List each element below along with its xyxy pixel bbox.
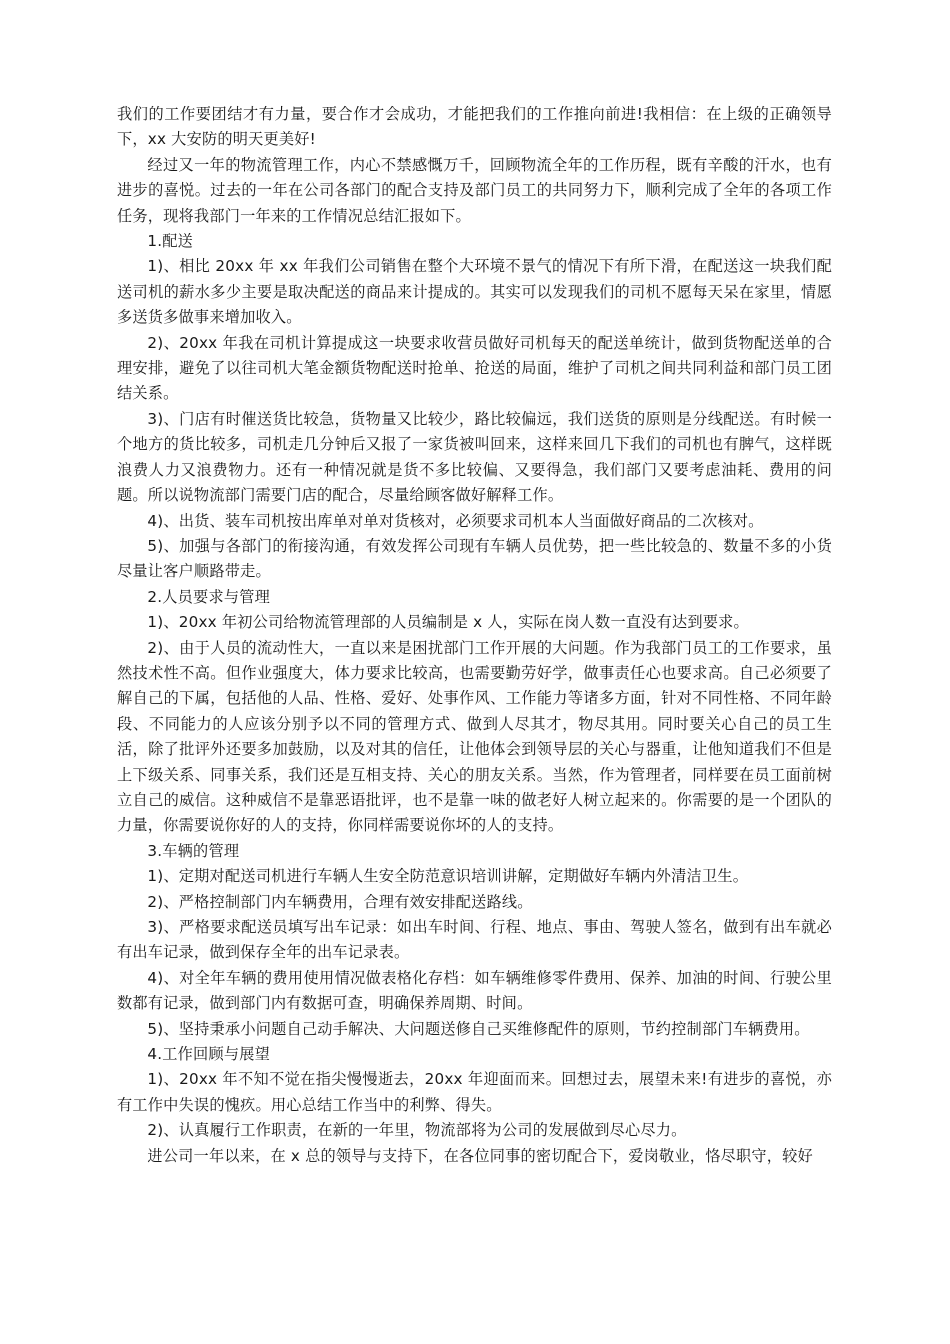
paragraph-2: 经过又一年的物流管理工作，内心不禁感慨万千，回顾物流全年的工作历程，既有辛酸的汗水，也有进步的喜悦。过去的一年在公司各部门的配合支持及部门员工的共同努力下，顺利完成了全年的各项工作任务，现将我部门一年来的工作情况总结汇报如下。 [117,155,832,225]
section-heading-vehicles: 3.车辆的管理 [147,841,240,860]
paragraph-delivery-5: 5)、加强与各部门的衔接沟通，有效发挥公司现有车辆人员优势，把一些比较急的、数量不多的小货尽量让客户顺路带走。 [117,536,832,581]
paragraph-delivery-2: 2)、20xx 年我在司机计算提成这一块要求收营员做好司机每天的配送单统计，做到货物配送单的合理安排，避免了以往司机大笔金额货物配送时抢单、抢送的局面，维护了司机之间共同利益和部门员工团结关系。 [117,333,832,403]
paragraph-staff-1: 1)、20xx 年初公司给物流管理部的人员编制是 x 人，实际在岗人数一直没有达到要求。 [147,613,749,632]
paragraph-vehicles-2: 2)、严格控制部门内车辆费用，合理有效安排配送路线。 [147,892,533,911]
paragraph-delivery-3: 3)、门店有时催送货比较急，货物量又比较少，路比较偏远，我们送货的原则是分线配送。有时候一个地方的货比较多，司机走几分钟后又报了一家货被叫回来，这样来回几下我们的司机也有脾气，这样既浪费人力又浪费物力。还有一种情况就是货不多比较偏、又要得急，我们部门又要考虑油耗、费用的问题。所以说物流部门需要门店的配合，尽量给顾客做好解释工作。 [117,409,832,505]
paragraph-delivery-1: 1)、相比 20xx 年 xx 年我们公司销售在整个大环境不景气的情况下有所下滑，在配送这一块我们配送司机的薪水多少主要是取决配送的商品来计提成的。其实可以发现我们的司机不愿每天呆在家里，情愿多送货多做事来增加收入。 [117,257,832,327]
section-heading-review: 4.工作回顾与展望 [147,1045,270,1064]
section-heading-delivery: 1.配送 [147,232,194,251]
paragraph-review-2: 2)、认真履行工作职责，在新的一年里，物流部将为公司的发展做到尽心尽力。 [147,1121,687,1140]
document-body [117,102,832,1169]
paragraph-vehicles-1: 1)、定期对配送司机进行车辆人生安全防范意识培训讲解，定期做好车辆内外清洁卫生。 [147,867,749,886]
paragraph-1: 我们的工作要团结才有力量，要合作才会成功，才能把我们的工作推向前进!我相信：在上级的正确领导下，xx 大安防的明天更美好! [117,105,832,149]
paragraph-closing: 进公司一年以来，在 x 总的领导与支持下，在各位同事的密切配合下，爱岗敬业，恪尽职守，较好 [147,1146,813,1165]
paragraph-vehicles-3: 3)、严格要求配送员填写出车记录：如出车时间、行程、地点、事由、驾驶人签名，做到有出车就必有出车记录，做到保存全年的出车记录表。 [117,918,832,962]
paragraph-review-1: 1)、20xx 年不知不觉在指尖慢慢逝去，20xx 年迎面而来。回想过去，展望未来!有进步的喜悦，亦有工作中失误的愧疚。用心总结工作当中的利弊、得失。 [117,1070,832,1114]
paragraph-delivery-4: 4)、出货、装车司机按出库单对单对货核对，必须要求司机本人当面做好商品的二次核对。 [147,511,764,530]
paragraph-vehicles-5: 5)、坚持秉承小问题自己动手解决、大问题送修自己买维修配件的原则，节约控制部门车辆费用。 [147,1019,810,1038]
paragraph-vehicles-4: 4)、对全年车辆的费用使用情况做表格化存档：如车辆维修零件费用、保养、加油的时间、行驶公里数都有记录，做到部门内有数据可查，明确保养周期、时间。 [117,968,832,1013]
section-heading-staff: 2.人员要求与管理 [147,587,270,606]
paragraph-staff-2: 2)、由于人员的流动性大，一直以来是困扰部门工作开展的大问题。作为我部门员工的工作要求，虽然技术性不高。但作业强度大，体力要求比较高，也需要勤劳好学，做事责任心也要求高。自己必须要了解自己的下属，包括他的人品、性格、爱好、处事作风、工作能力等诸多方面，针对不同性格、不同年龄段、不同能力的人应该分别予以不同的管理方式、做到人尽其才，物尽其用。同时要关心自己的员工生活，除了批评外还要多加鼓励，以及对其的信任，让他体会到领导层的关心与器重，让他知道我们不但是上下级关系、同事关系，我们还是互相支持、关心的朋友关系。当然，作为管理者，同样要在员工面前树立自己的威信。这种威信不是靠恶语批评，也不是靠一味的做老好人树立起来的。你需要的是一个团队的力量，你需要说你好的人的支持，你同样需要说你坏的人的支持。 [117,638,832,835]
